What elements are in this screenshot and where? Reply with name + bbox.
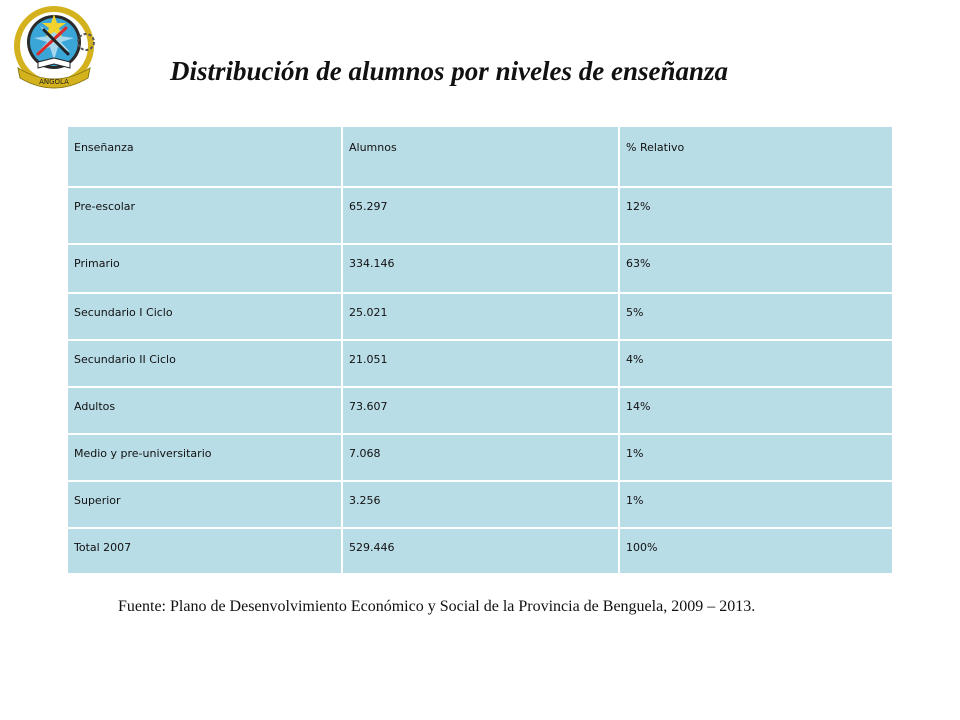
cell-percent: 63% (619, 244, 893, 293)
table-row (67, 293, 893, 340)
cell-students: 334.146 (342, 244, 619, 293)
cell-percent: 12% (619, 187, 893, 244)
cell-level: Total 2007 (67, 528, 342, 574)
table-row (67, 387, 893, 434)
cell-students: 21.051 (342, 340, 619, 387)
cell-percent: 1% (619, 481, 893, 528)
column-header-ensenanza: Enseñanza (67, 126, 342, 187)
cell-students: 25.021 (342, 293, 619, 340)
angola-coat-of-arms-icon (8, 2, 100, 94)
cell-percent: 4% (619, 340, 893, 387)
cell-level: Primario (67, 244, 342, 293)
table-row-total (67, 528, 893, 574)
cell-students: 7.068 (342, 434, 619, 481)
page-title: Distribución de alumnos por niveles de enseñanza (170, 56, 729, 86)
cell-level: Superior (67, 481, 342, 528)
column-header-alumnos: Alumnos (342, 126, 619, 187)
table-row (67, 481, 893, 528)
cell-students: 529.446 (342, 528, 619, 574)
source-note: Fuente: Plano de Desenvolvimiento Económico y Social de la Provincia de Benguela, 2009 – 2013. (118, 598, 756, 615)
table-row (67, 340, 893, 387)
cell-students: 73.607 (342, 387, 619, 434)
cell-students: 65.297 (342, 187, 619, 244)
cell-percent: 100% (619, 528, 893, 574)
cell-level: Secundario I Ciclo (67, 293, 342, 340)
cell-percent: 1% (619, 434, 893, 481)
table-row (67, 187, 893, 244)
cell-level: Medio y pre-universitario (67, 434, 342, 481)
cell-level: Adultos (67, 387, 342, 434)
table-row (67, 244, 893, 293)
column-header-relativo: % Relativo (619, 126, 893, 187)
cell-percent: 14% (619, 387, 893, 434)
cell-level: Secundario II Ciclo (67, 340, 342, 387)
enrollment-table (66, 125, 894, 575)
table-row (67, 434, 893, 481)
cell-students: 3.256 (342, 481, 619, 528)
cell-level: Pre-escolar (67, 187, 342, 244)
emblem-ribbon-text: ANGOLA (39, 78, 69, 86)
table-header-row (67, 126, 893, 187)
cell-percent: 5% (619, 293, 893, 340)
